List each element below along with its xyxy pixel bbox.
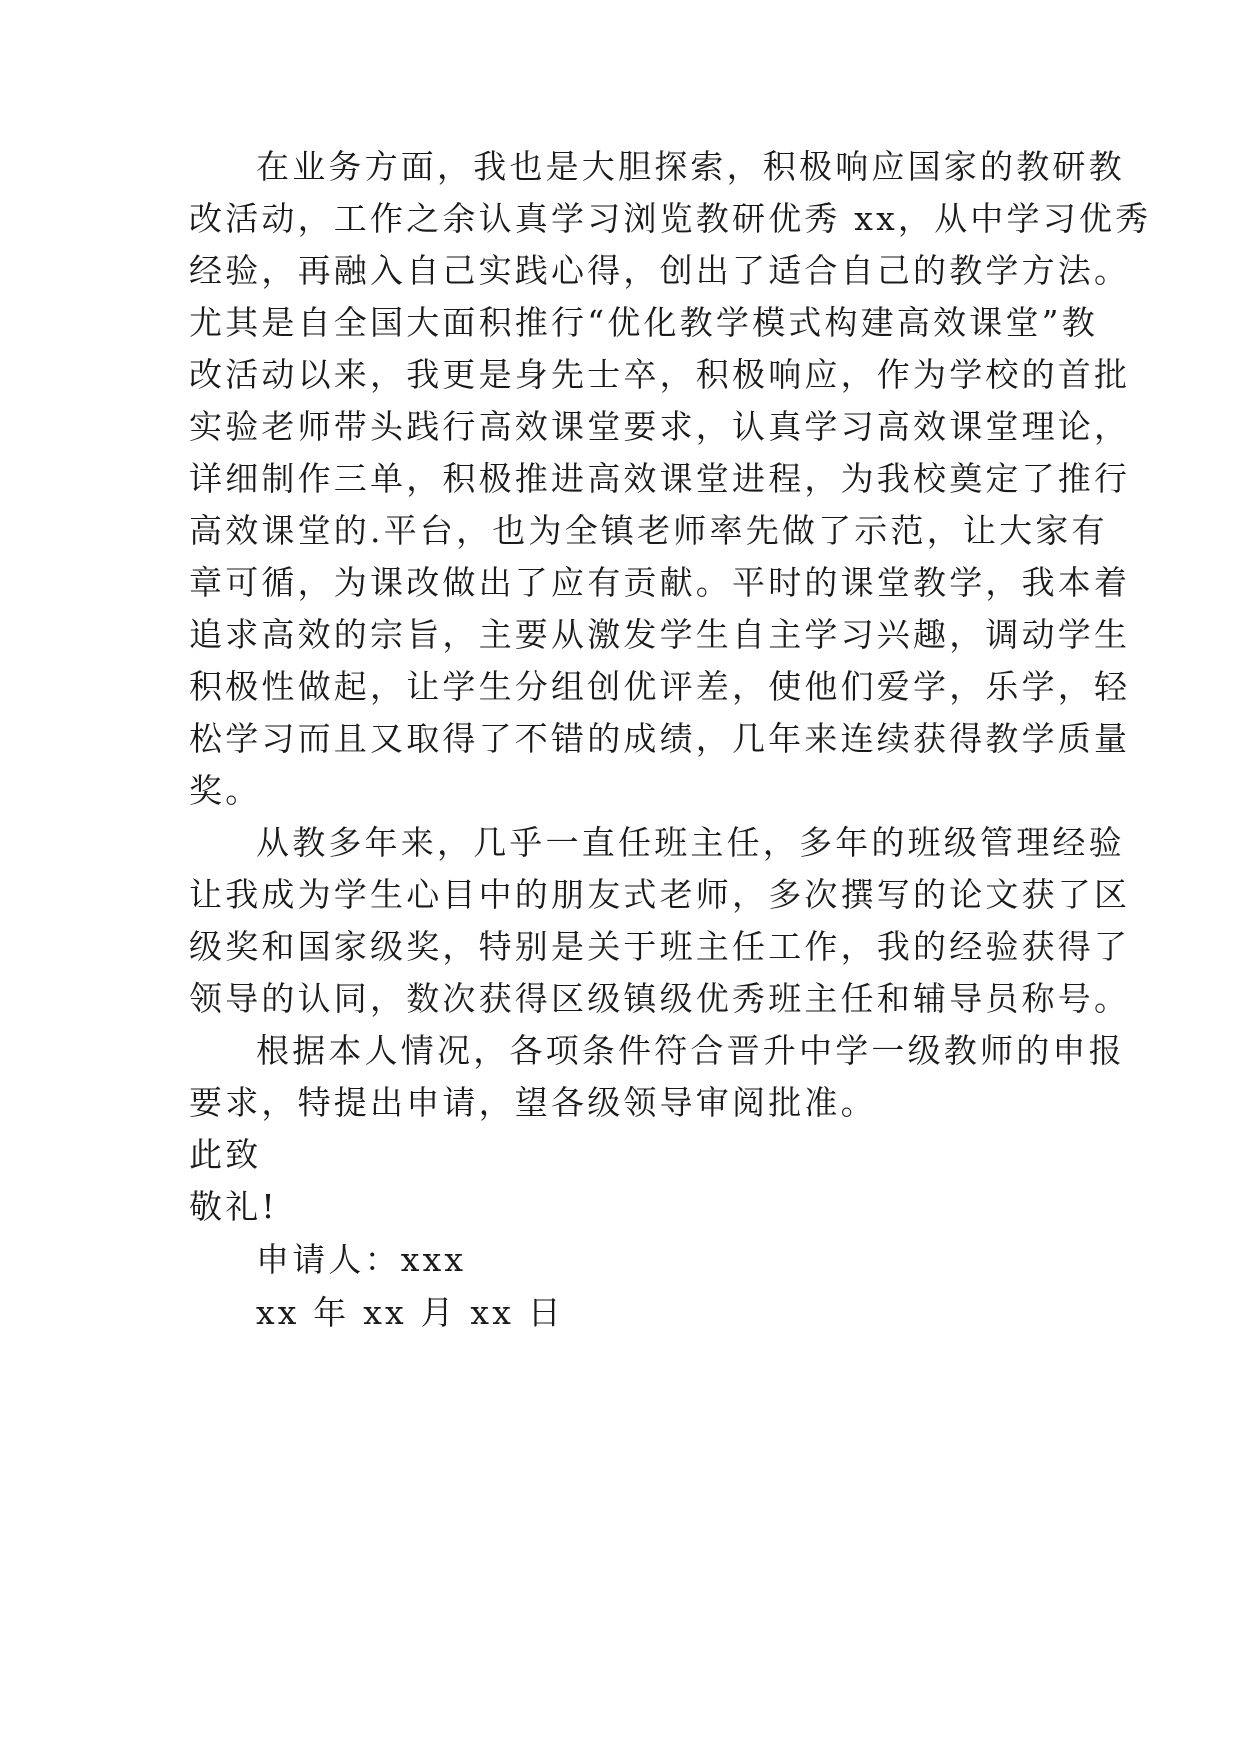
paragraph-line: 追求高效的宗旨，主要从激发学生自主学习兴趣，调动学生 [189,615,1131,654]
paragraph-line: 高效课堂的.平台，也为全镇老师率先做了示范，让大家有 [189,511,1108,550]
paragraph-line: 经验，再融入自己实践心得，创出了适合自己的教学方法。 [189,251,1131,290]
paragraph-line: 松学习而且又取得了不错的成绩，几年来连续获得教学质量 [189,719,1131,758]
paragraph-line: 实验老师带头践行高效课堂要求，认真学习高效课堂理论， [189,407,1131,446]
paragraph-line: 改活动，工作之余认真学习浏览教研优秀 xx，从中学习优秀 [189,199,1152,238]
paragraph-line: 尤其是自全国大面积推行“优化教学模式构建高效课堂”教 [189,303,1098,342]
closing-salutation: 此致 [189,1135,262,1174]
paragraph-line: 领导的认同，数次获得区级镇级优秀班主任和辅导员称号。 [189,979,1131,1018]
paragraph-line: 根据本人情况，各项条件符合晋升中学一级教师的申报 [256,1031,1125,1070]
paragraph-line: 奖。 [189,771,262,810]
paragraph-line: 让我成为学生心目中的朋友式老师，多次撰写的论文获了区 [189,875,1131,914]
paragraph-line: 在业务方面，我也是大胆探索，积极响应国家的教研教 [256,147,1125,186]
applicant-signature: 申请人：xxx [256,1240,467,1279]
paragraph-line: 从教多年来，几乎一直任班主任，多年的班级管理经验 [256,823,1125,862]
closing-regards: 敬礼! [189,1187,278,1226]
paragraph-line: 改活动以来，我更是身先士卒，积极响应，作为学校的首批 [189,355,1131,394]
paragraph-line: 详细制作三单，积极推进高效课堂进程，为我校奠定了推行 [189,459,1131,498]
paragraph-line: 积极性做起，让学生分组创优评差，使他们爱学，乐学，轻 [189,667,1131,706]
paragraph-line: 要求，特提出申请，望各级领导审阅批准。 [189,1083,877,1122]
paragraph-line: 章可循，为课改做出了应有贡献。平时的课堂教学，我本着 [189,563,1131,602]
paragraph-line: 级奖和国家级奖，特别是关于班主任工作，我的经验获得了 [189,927,1131,966]
signature-date: xx 年 xx 月 xx 日 [256,1293,564,1332]
